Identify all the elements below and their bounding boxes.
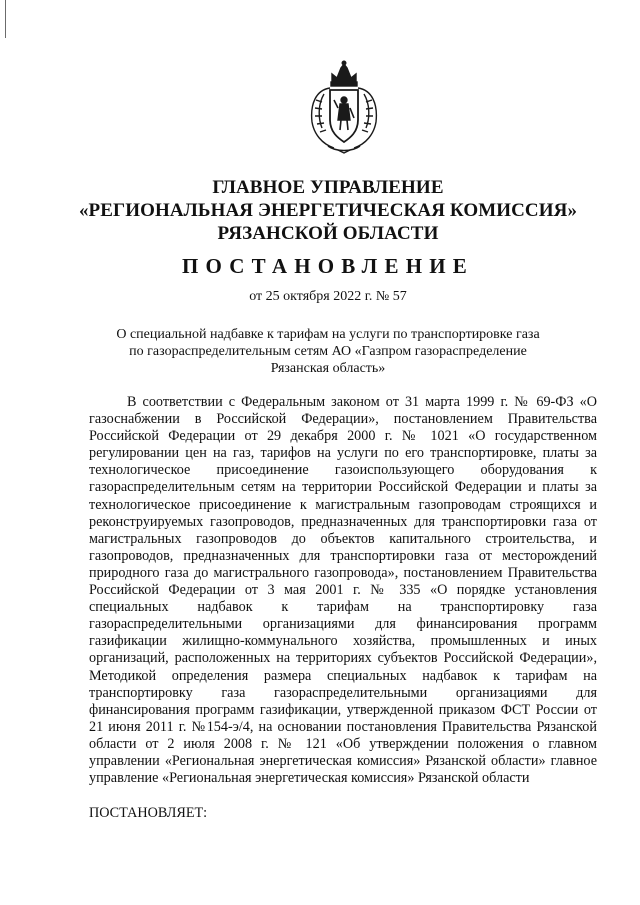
header-line-3: РЯЗАНСКОЙ ОБЛАСТИ — [217, 223, 439, 244]
subject-line-1: О специальной надбавке к тарифам на услуги по транспортировке газа — [116, 327, 540, 342]
document-subject — [60, 326, 596, 377]
subject-line-2: по газораспределительным сетям АО «Газпром газораспределение — [129, 344, 527, 359]
subject-line-3: Рязанская область» — [270, 361, 386, 376]
scan-edge-line — [5, 0, 6, 38]
coat-of-arms-icon — [302, 60, 386, 154]
decree-word: ПОСТАНОВЛЯЕТ: — [89, 805, 208, 821]
document-date-number: от 25 октября 2022 г. № 57 — [249, 289, 407, 304]
issuing-authority-header — [40, 176, 616, 245]
body-paragraph: В соответствии с Федеральным законом от 31 марта 1999 г. № 69-ФЗ «О газоснабжении в Российской Федерации», постановлением Правительства Российской Федерации от 29 декабря 2000 г. № 1021 «О государственном регулировании цен на газ, тарифов на услуги по его транспортировке, платы за технологическое присоединение газоиспользующего оборудования к газораспределительным сетям на территории Российской Федерации и платы за технологическое присоединение к магистральным газопроводам строящихся и реконструируемых газопроводов, предназначенных для транспортировки газа от магистральных газопроводов до объектов капитального строительства, и газопроводов, предназначенных для транспортировки газа от месторождений природного газа до магистрального газопровода», постановлением Правительства Российской Федерации от 3 мая 2001 г. № 335 «О порядке установления специальных надбавок к тарифам на транспортировку газа газораспределительными организациями для финансирования программ газификации жилищно-коммунального хозяйства, промышленных и иных организаций, расположенных на территориях субъектов Российской Федерации», Методикой определения размера специальных надбавок к тарифам на транспортировку газа газораспределительными организациями для финансирования программ газификации, утвержденной приказом ФСТ России от 21 июня 2011 г. №154-э/4, на основании постановления Правительства Рязанской области от 2 июля 2008 г. № 121 «Об утверждении положения о главном управлении «Региональная энергетическая комиссия» Рязанской области» главное управление «Региональная энергетическая комиссия» Рязанской области — [89, 394, 597, 787]
header-line-1: ГЛАВНОЕ УПРАВЛЕНИЕ — [212, 177, 444, 198]
header-line-2: «РЕГИОНАЛЬНАЯ ЭНЕРГЕТИЧЕСКАЯ КОМИССИЯ» — [78, 200, 578, 221]
document-type-title: ПОСТАНОВЛЕНИЕ — [181, 254, 475, 278]
